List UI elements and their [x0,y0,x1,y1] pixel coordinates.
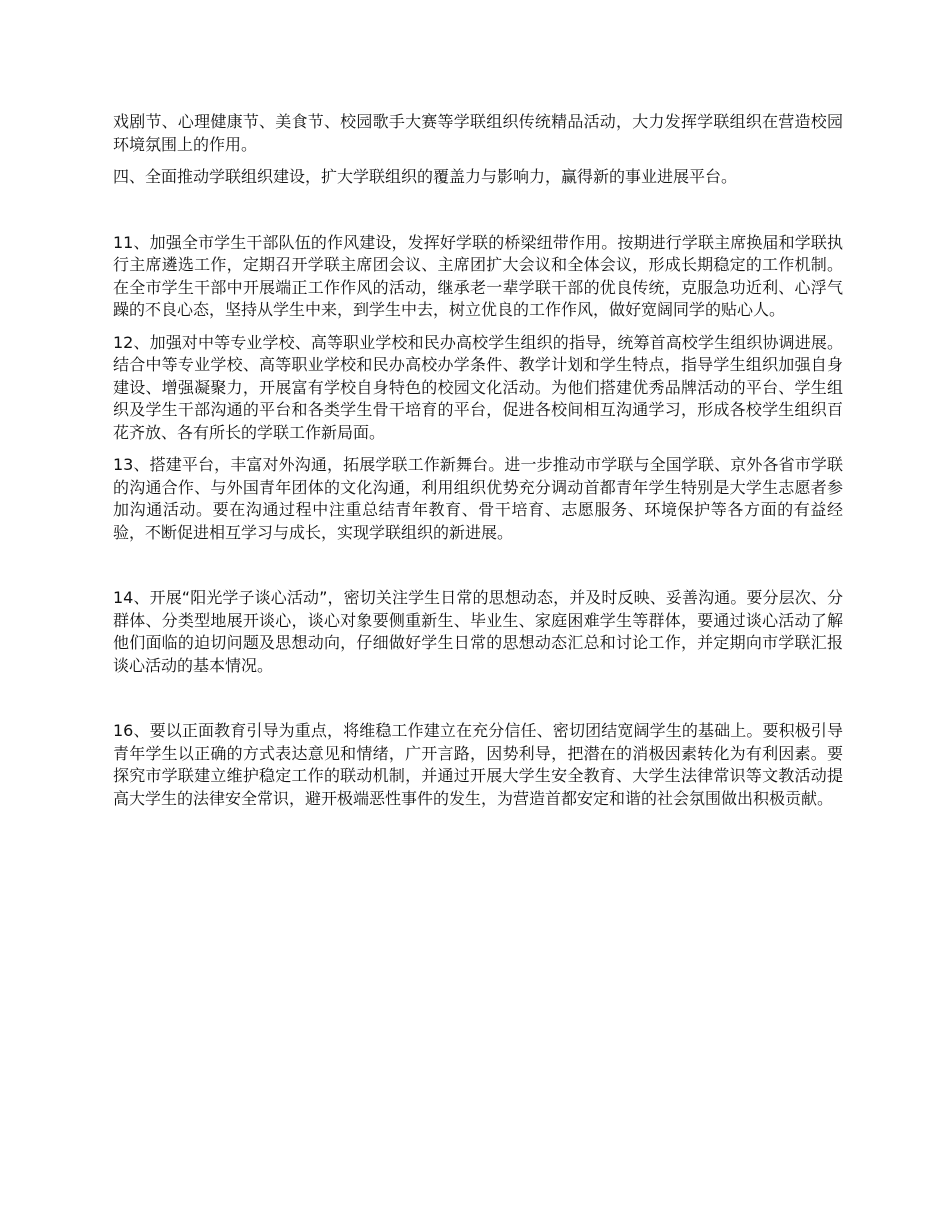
paragraph-campus-activities: 戏剧节、心理健康节、美食节、校园歌手大赛等学联组织传统精品活动，大力发挥学联组织在营造校园环境氛围上的作用。 [113,112,843,154]
paragraph-spacer [113,687,843,720]
paragraph-spacer [113,554,843,587]
paragraph-item-16: 16、要以正面教育引导为重点，将维稳工作建立在充分信任、密切团结宽阔学生的基础上。要积极引导青年学生以正确的方式表达意见和情绪，广开言路，因势利导，把潜在的消极因素转化为有利因素。要探究市学联建立维护稳定工作的联动机制，并通过开展大学生安全教育、大学生法律常识等文教活动提高大学生的法律安全常识，避开极端恶性事件的发生，为营造首都安定和谐的社会氛围做出积极贡献。 [113,721,843,808]
paragraph-item-12: 12、加强对中等专业学校、高等职业学校和民办高校学生组织的指导，统筹首高校学生组织协调进展。结合中等专业学校、高等职业学校和民办高校办学条件、教学计划和学生特点，指导学生组织加强自身建设、增强凝聚力，开展富有学校自身特色的校园文化活动。为他们搭建优秀品牌活动的平台、学生组织及学生干部沟通的平台和各类学生骨干培育的平台，促进各校间相互沟通学习，形成各校学生组织百花齐放、各有所长的学联工作新局面。 [113,332,843,442]
paragraph-spacer [113,199,843,232]
paragraph-section-four-heading: 四、全面推动学联组织建设，扩大学联组织的覆盖力与影响力，赢得新的事业进展平台。 [113,167,738,186]
paragraph-item-13: 13、搭建平台，丰富对外沟通，拓展学联工作新舞台。进一步推动市学联与全国学联、京外各省市学联的沟通合作、与外国青年团体的文化沟通，利用组织优势充分调动首都青年学生特别是大学生志愿者参加沟通活动。要在沟通过程中注重总结青年教育、骨干培育、志愿服务、环境保护等各方面的有益经验，不断促进相互学习与成长，实现学联组织的新进展。 [113,455,843,542]
paragraph-item-14: 14、开展“阳光学子谈心活动”，密切关注学生日常的思想动态，并及时反映、妥善沟通。要分层次、分群体、分类型地展开谈心，谈心对象要侧重新生、毕业生、家庭困难学生等群体，要通过谈心活动了解他们面临的迫切问题及思想动向，仔细做好学生日常的思想动态汇总和讨论工作，并定期向市学联汇报谈心活动的基本情况。 [113,588,843,675]
document-body [113,111,843,820]
paragraph-item-11: 11、加强全市学生干部队伍的作风建设，发挥好学联的桥梁纽带作用。按期进行学联主席换届和学联执行主席遴选工作，定期召开学联主席团会议、主席团扩大会议和全体会议，形成长期稳定的工作机制。在全市学生干部中开展端正工作作风的活动，继承老一辈学联干部的优良传统，克服急功近利、心浮气躁的不良心态，坚持从学生中来，到学生中去，树立优良的工作作风，做好宽阔同学的贴心人。 [113,232,843,319]
